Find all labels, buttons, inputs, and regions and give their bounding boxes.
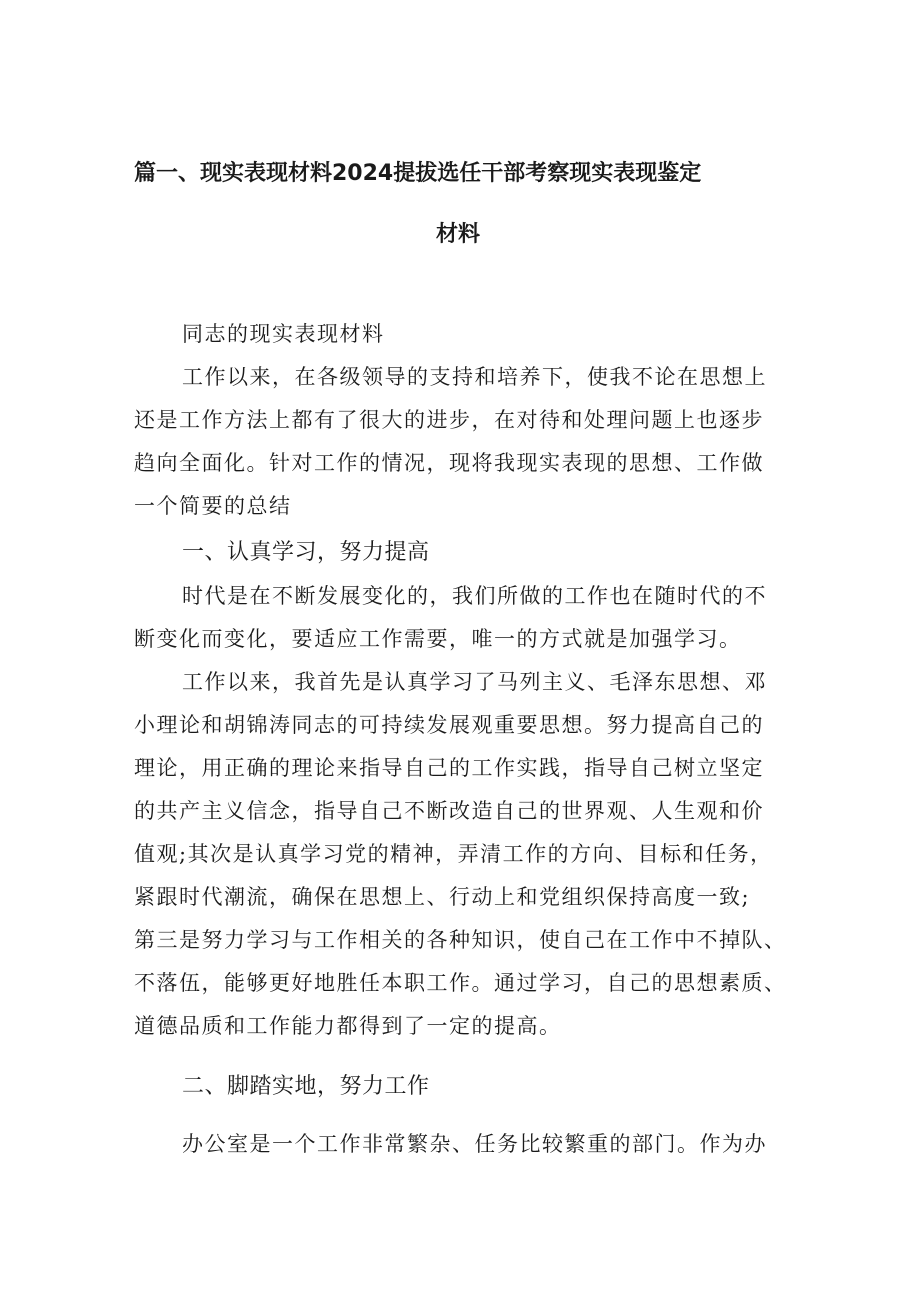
paragraph-line: 的共产主义信念，指导自己不断改造自己的世界观、人生观和价	[134, 799, 764, 823]
paragraph-line: 工作以来，在各级领导的支持和培养下，使我不论在思想上	[182, 365, 767, 389]
paragraph-line: 理论，用正确的理论来指导自己的工作实践，指导自己树立坚定	[134, 756, 764, 780]
paragraph-line: 还是工作方法上都有了很大的进步，在对待和处理问题上也逐步	[134, 408, 764, 432]
document-title-line-1: 篇一、现实表现材料2024提拔选任干部考察现实表现鉴定	[134, 161, 702, 186]
paragraph-line: 小理论和胡锦涛同志的可持续发展观重要思想。努力提高自己的	[134, 713, 764, 737]
paragraph-line: 值观;其次是认真学习党的精神，弄清工作的方向、目标和任务，	[134, 842, 773, 866]
section-heading-1: 一、认真学习，努力提高	[182, 540, 430, 565]
paragraph-line: 趋向全面化。针对工作的情况，现将我现实表现的思想、工作做	[134, 451, 764, 475]
paragraph-line: 一个简要的总结	[134, 494, 292, 518]
paragraph-line: 道德品质和工作能力都得到了一定的提高。	[134, 1014, 562, 1038]
document-title-line-2: 材料	[436, 222, 481, 247]
section-heading-2: 二、脚踏实地，努力工作	[182, 1074, 430, 1099]
document-subtitle: 同志的现实表现材料	[182, 322, 385, 346]
paragraph-line: 断变化而变化，要适应工作需要，唯一的方式就是加强学习。	[134, 627, 742, 651]
paragraph-line: 办公室是一个工作非常繁杂、任务比较繁重的部门。作为办	[182, 1132, 767, 1156]
paragraph-line: 时代是在不断发展变化的，我们所做的工作也在随时代的不	[182, 584, 767, 608]
paragraph-line: 不落伍，能够更好地胜任本职工作。通过学习，自己的思想素质、	[134, 971, 787, 995]
paragraph-line: 第三是努力学习与工作相关的各种知识，使自己在工作中不掉队、	[134, 928, 787, 952]
paragraph-line: 工作以来，我首先是认真学习了马列主义、毛泽东思想、邓	[182, 670, 767, 694]
paragraph-line: 紧跟时代潮流，确保在思想上、行动上和党组织保持高度一致;	[134, 885, 751, 909]
